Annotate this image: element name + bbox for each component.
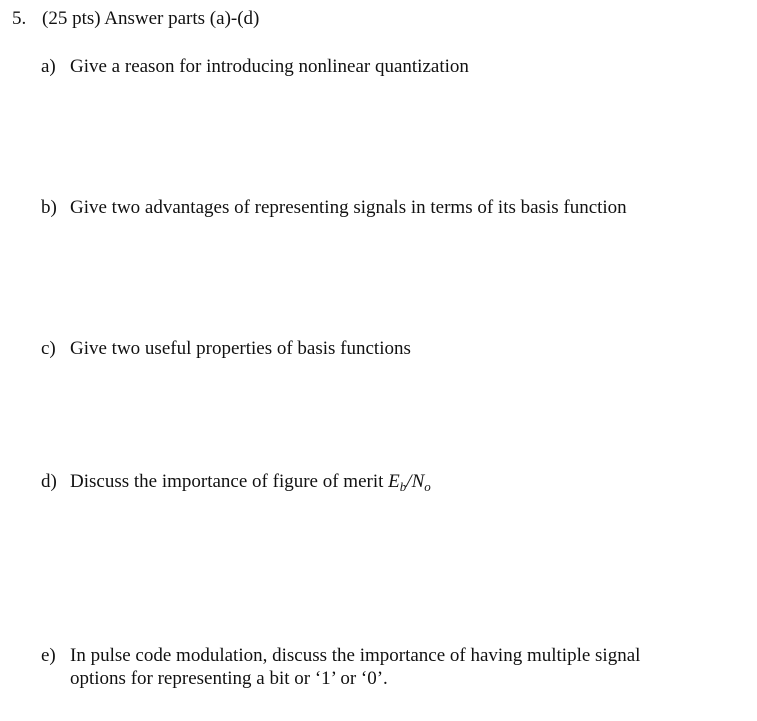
part-a <box>41 55 741 78</box>
math-e: E <box>388 471 400 492</box>
part-text: Give two useful properties of basis functions <box>70 338 411 359</box>
part-e <box>41 644 741 690</box>
eb-no-expression <box>388 471 431 492</box>
part-c <box>41 337 741 360</box>
part-text-wrapper <box>70 470 741 493</box>
part-label: e) <box>41 645 56 666</box>
part-text: Give a reason for introducing nonlinear quantization <box>70 56 469 77</box>
question-number: 5. <box>12 8 27 29</box>
question-title: (25 pts) Answer parts (a)-(d) <box>42 8 260 29</box>
part-text-line-1: In pulse code modulation, discuss the importance of having multiple signal <box>70 645 641 666</box>
part-label: a) <box>41 56 56 77</box>
math-slash: / <box>406 471 412 492</box>
math-n: N <box>411 471 425 492</box>
part-label: c) <box>41 338 56 359</box>
math-n-subscript: o <box>424 479 431 494</box>
part-text-line-2: options for representing a bit or ‘1’ or ‘0’. <box>70 668 388 689</box>
part-b <box>41 196 741 219</box>
part-text: Give two advantages of representing signals in terms of its basis function <box>70 197 627 218</box>
part-label: b) <box>41 197 57 218</box>
math-e-subscript: b <box>399 479 407 494</box>
part-text: Discuss the importance of figure of merit <box>70 471 384 492</box>
question-heading <box>12 7 259 31</box>
part-text-wrapper <box>70 644 741 690</box>
part-label: d) <box>41 471 57 492</box>
part-d <box>41 470 741 493</box>
